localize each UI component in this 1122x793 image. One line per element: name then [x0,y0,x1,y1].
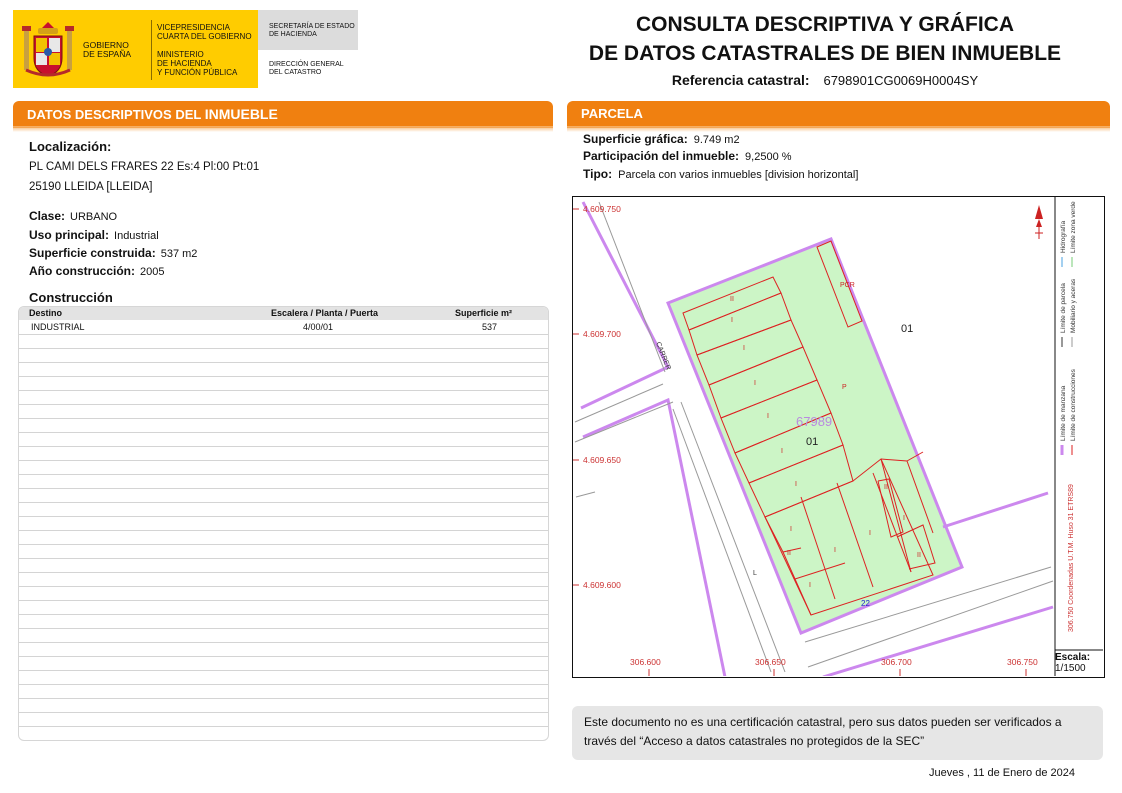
unit-label-i: I [795,481,797,488]
map-legend [1060,201,1077,632]
unit-label-p: P [842,384,847,391]
label-01-inside: 01 [806,436,819,448]
unit-label-ii: II [884,484,888,491]
construccion-table [18,306,549,741]
unit-label-i: I [754,380,756,387]
clase-label: Clase: [29,209,66,223]
notice-box: Este documento no es una certificación catastral, pero sus datos pueden ser verificados a través del “Acceso a datos catastrales no protegidos de la SEC” [572,706,1103,760]
unit-label-i: I [731,317,733,324]
unit-label-ii: II [917,552,921,559]
map-drawing [573,197,1103,676]
table-rule [19,572,548,573]
address-line-2: 25190 LLEIDA [LLEIDA] [29,181,153,193]
sup-grafica-label: Superficie gráfica: [583,132,688,146]
title-line-1: CONSULTA DESCRIPTIVA Y GRÁFICA [635,13,1015,36]
tipo-value: Parcela con varios inmuebles [division horizontal] [618,169,859,181]
y-coord-3: 4.609.650 [583,455,621,465]
coat-of-arms-icon [20,20,76,82]
table-rule [19,376,548,377]
tipo-label: Tipo: [583,167,613,181]
table-rule [19,502,548,503]
legend-limite-manzana: Límite de manzana [1060,385,1067,441]
table-rule [19,656,548,657]
clase-field [29,209,117,223]
table-rule [19,670,548,671]
y-coord-4: 4.609.600 [583,580,621,590]
superficie-field [29,246,197,260]
cadastral-map[interactable] [572,196,1105,678]
unit-label-ii: II [787,550,791,557]
table-rule [19,390,548,391]
unit-label-i: I [781,448,783,455]
col-superficie: Superficie m² [455,308,513,318]
street-label: CARRER [654,341,672,372]
ministerio-text: MINISTERIO DE HACIENDA Y FUNCIÓN PÚBLICA [157,50,238,77]
unit-label-i: I [790,526,792,533]
participacion-field [583,149,792,163]
table-rule [19,600,548,601]
document-date: Jueves , 11 de Enero de 2024 [929,767,1075,779]
uso-value: Industrial [114,230,159,242]
table-rule [19,404,548,405]
cell-destino: INDUSTRIAL [31,322,85,332]
unit-label-i: I [767,413,769,420]
cell-superficie: 537 [482,322,498,332]
address-line-1: PL CAMI DELS FRARES 22 Es:4 Pl:00 Pt:01 [29,161,260,173]
table-rule [19,698,548,699]
government-logo-block [13,10,358,90]
bar-datos-prefix: DATOS DESCRIPTIVOS DEL [27,107,205,122]
unit-label-i: I [809,582,811,589]
parcel-number: 67989 [796,414,833,429]
anio-field [29,264,165,278]
anio-value: 2005 [140,266,165,278]
tipo-field [583,167,858,181]
table-rule [19,726,548,727]
scale-box [1055,652,1090,674]
clase-value: URBANO [70,211,118,223]
ref-value: 6798901CG0069H0004SY [823,73,979,88]
col-escalera: Escalera / Planta / Puerta [271,308,379,318]
coordinate-note: 306.750 Coordenadas U.T.M. Huso 31 ETRS89 [1068,484,1075,632]
table-rule [19,334,548,335]
table-rule [19,684,548,685]
table-row [19,321,548,334]
unit-label-i: I [834,547,836,554]
label-01-outside: 01 [901,323,914,335]
sup-grafica-field [583,132,740,146]
table-rule [19,544,548,545]
unit-label-i: I [903,515,905,522]
table-rule [19,488,548,489]
logo-divider [151,20,152,80]
cadastral-reference [570,72,1080,88]
x-coord-1: 306.600 [630,657,661,667]
uso-label: Uso principal: [29,228,110,242]
direccion-text: DIRECCIÓN GENERAL DEL CATASTRO [269,61,344,76]
unit-label-i: I [743,345,745,352]
legend-hidrografia: Hidrografía [1060,220,1067,253]
table-rule [19,712,548,713]
table-rule [19,516,548,517]
col-destino: Destino [29,308,63,318]
localizacion-label: Localización: [29,139,112,154]
table-rule [19,642,548,643]
ref-label: Referencia catastral: [671,72,810,88]
unit-label-pcr: PCR [840,282,855,289]
table-rule [19,586,548,587]
x-coord-3: 306.700 [881,657,912,667]
street-letter: L [753,570,757,577]
label-22: 22 [861,599,870,608]
table-rule [19,614,548,615]
bar-datos-emph: INMUEBLE [204,106,278,122]
table-rule [19,460,548,461]
y-coord-2: 4.609.700 [583,329,621,339]
table-rule [19,362,548,363]
participacion-label: Participación del inmueble: [583,149,740,163]
title-line-2: DE DATOS CATASTRALES DE BIEN INMUEBLE [588,42,1062,65]
participacion-value: 9,2500 % [745,151,792,163]
north-arrow-icon [1035,205,1043,239]
table-header [19,307,548,320]
gobierno-text: GOBIERNO DE ESPAÑA [83,40,132,59]
y-coord-1: 4.609.750 [583,204,621,214]
table-rule [19,348,548,349]
unit-label-ii: II [730,296,734,303]
section-bar-parcela: PARCELA [567,101,1110,128]
scale-label: Escala: [1055,652,1091,663]
section-bar-datos [13,101,553,128]
anio-label: Año construcción: [29,264,136,278]
table-rule [19,432,548,433]
table-rule [19,446,548,447]
legend-zona-verde: Límite zona verde [1070,201,1077,253]
scale-value: 1/1500 [1055,663,1086,674]
document-title [570,10,1080,68]
x-coord-4: 306.750 [1007,657,1038,667]
table-rule [19,418,548,419]
legend-limite-parcela: Límite de parcela [1060,283,1067,333]
uso-field [29,228,159,242]
unit-label-i: I [869,530,871,537]
legend-limite-construcciones: Límite de construcciones [1070,369,1077,441]
superficie-value: 537 m2 [160,248,198,260]
legend-mobiliario: Mobiliario y aceras [1070,278,1077,333]
table-rule [19,558,548,559]
table-rule [19,530,548,531]
superficie-label: Superficie construida: [29,246,156,260]
x-coord-2: 306.650 [755,657,786,667]
secretaria-text: SECRETARÍA DE ESTADO DE HACIENDA [269,23,355,38]
table-rule [19,628,548,629]
sup-grafica-value: 9.749 m2 [693,134,740,146]
cell-escalera: 4/00/01 [303,322,334,332]
table-rule [19,474,548,475]
vicepresidencia-text: VICEPRESIDENCIA CUARTA DEL GOBIERNO [157,23,252,41]
construccion-title: Construcción [29,290,113,305]
